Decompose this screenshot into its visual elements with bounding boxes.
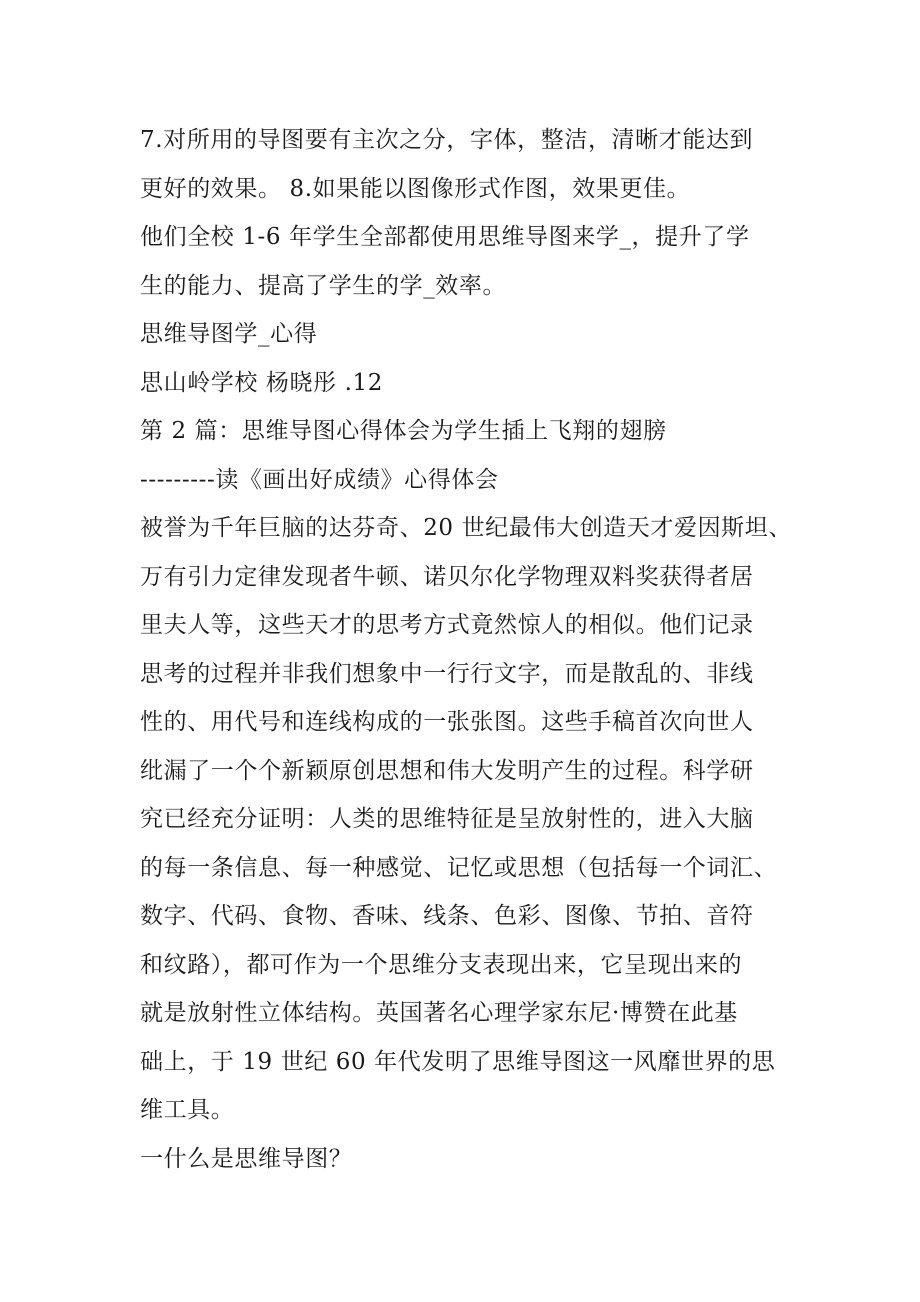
text-line: 生的能力、提高了学生的学_效率。 (140, 272, 507, 299)
author-line: 思山岭学校 杨晓彤 .12 (140, 369, 383, 396)
text-line: 究已经充分证明：人类的思维特征是呈放射性的，进入大脑 (140, 806, 754, 832)
text-line: 他们全校 1-6 年学生全部都使用思维导图来学_，提升了学 (140, 224, 750, 250)
text-line: 万有引力定律发现者牛顿、诺贝尔化学物理双料奖获得者居 (140, 563, 754, 590)
text-line: 就是放射性立体结构。英国著名心理学家东尼·博赞在此基 (140, 1000, 738, 1026)
question-heading: 一什么是思维导图？ (140, 1145, 353, 1172)
text-line: 更好的效果。 8.如果能以图像形式作图，效果更佳。 (140, 175, 691, 202)
text-line: 数字、代码、食物、香味、线条、色彩、图像、节拍、音符 (140, 903, 754, 929)
text-line: 性的、用代号和连线构成的一张张图。这些手稿首次向世人 (140, 709, 754, 735)
text-line: 和纹路），都可作为一个思维分支表现出来，它呈现出来的 (140, 951, 743, 978)
text-line: 础上，于 19 世纪 60 年代发明了思维导图这一风靡世界的思 (140, 1048, 776, 1075)
text-line: 纰漏了一个个新颖原创思想和伟大发明产生的过程。科学研 (140, 757, 754, 784)
text-line: 里夫人等，这些天才的思考方式竟然惊人的相似。他们记录 (140, 612, 754, 638)
text-line: 被誉为千年巨脑的达芬奇、20 世纪最伟大创造天才爱因斯坦、 (140, 515, 792, 541)
section-heading: 思维导图学_心得 (140, 321, 318, 347)
text-line: 思考的过程并非我们想象中一行行文字，而是散乱的、非线 (140, 660, 754, 687)
article-subtitle: ---------读《画出好成绩》心得体会 (140, 466, 499, 493)
text-line: 的每一条信息、每一种感觉、记忆或思想（包括每一个词汇、 (140, 854, 778, 881)
text-line: 维工具。 (140, 1097, 235, 1123)
document-body (140, 116, 792, 1183)
article-title: 第 2 篇：思维导图心得体会为学生插上飞翔的翅膀 (140, 418, 667, 444)
text-line: 7.对所用的导图要有主次之分，字体，整洁，清晰才能达到 (140, 127, 754, 153)
